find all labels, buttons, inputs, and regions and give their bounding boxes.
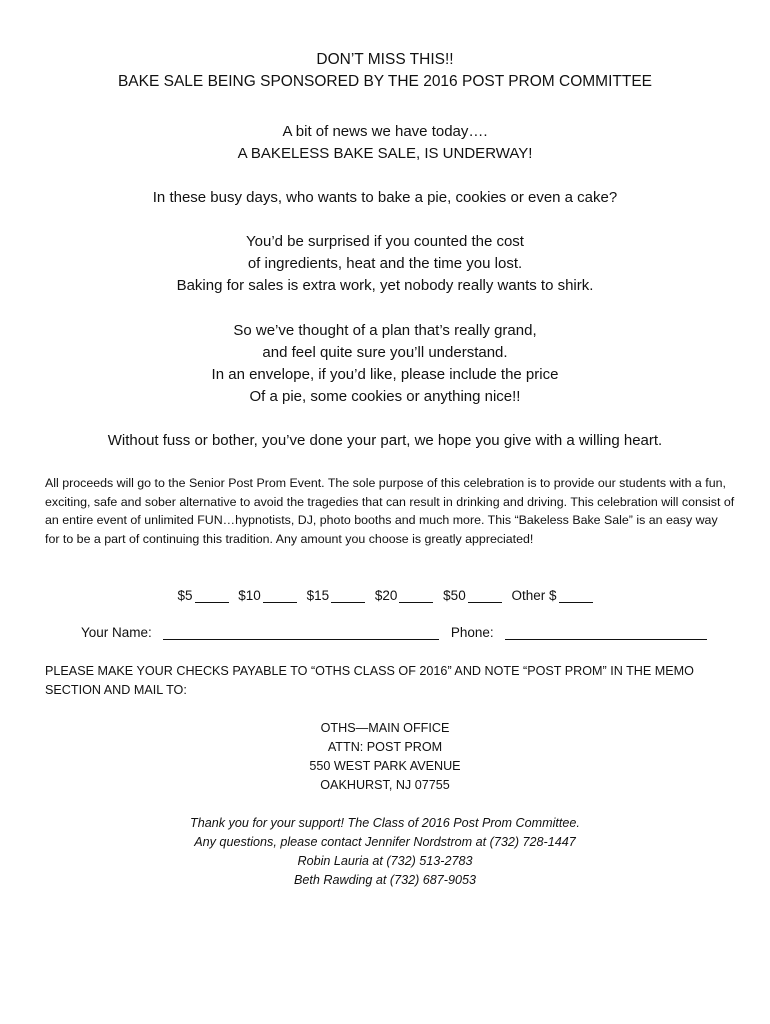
closing-text: Without fuss or bother, you’ve done your part, we hope you give with a willing heart.: [107, 432, 663, 449]
amount-blank[interactable]: [399, 588, 433, 603]
busy-line: [0, 187, 770, 209]
checks-instructions: PLEASE MAKE YOUR CHECKS PAYABLE TO “OTHS CLASS OF 2016” AND NOTE “POST PROM” IN THE MEMO SECTION AND MAIL TO:: [45, 664, 694, 697]
closing-line: [0, 430, 770, 452]
subheadline: BAKE SALE BEING SPONSORED BY THE 2016 POST PROM COMMITTEE: [117, 73, 653, 90]
amount-label: $50: [443, 588, 466, 603]
stanza2-line: So we’ve thought of a plan that’s really grand,: [233, 322, 537, 339]
amount-option-other[interactable]: [511, 588, 592, 603]
address-line: OAKHURST, NJ 07755: [320, 778, 450, 792]
thank-you-block: [0, 814, 770, 890]
amount-option-5[interactable]: [177, 588, 228, 603]
stanza2-line: In an envelope, if you’d like, please include the price: [211, 366, 559, 383]
amount-blank[interactable]: [195, 588, 229, 603]
headline: DON’T MISS THIS!!: [316, 51, 454, 68]
name-field[interactable]: [163, 625, 439, 640]
thanks-line: Any questions, please contact Jennifer Nordstrom at (732) 728-1447: [194, 835, 576, 849]
amount-option-15[interactable]: [307, 588, 366, 603]
amount-label: $10: [238, 588, 261, 603]
poem-stanza-2: [0, 320, 770, 408]
thanks-line: Robin Lauria at (732) 513-2783: [297, 854, 473, 868]
amount-label: $15: [306, 588, 330, 603]
contact-form-row: [81, 625, 707, 640]
amount-label: Other $: [511, 588, 557, 603]
donation-amounts: [0, 588, 770, 603]
thanks-line: Thank you for your support! The Class of 2016 Post Prom Committee.: [190, 816, 580, 830]
poem-stanza-1: [0, 231, 770, 297]
stanza1-line: of ingredients, heat and the time you lost.: [247, 255, 523, 272]
amount-label: $20: [374, 588, 398, 603]
flyer-header: [0, 49, 770, 93]
name-label: Your Name:: [81, 625, 152, 640]
intro-line-2: A BAKELESS BAKE SALE, IS UNDERWAY!: [237, 145, 533, 162]
phone-label: Phone:: [450, 625, 494, 640]
intro-block: [0, 121, 770, 165]
mailing-address: [0, 719, 770, 795]
amount-blank[interactable]: [559, 588, 593, 603]
intro-line-1: A bit of news we have today….: [282, 123, 488, 140]
stanza1-line: Baking for sales is extra work, yet nobody really wants to shirk.: [176, 277, 594, 294]
amount-option-20[interactable]: [375, 588, 434, 603]
stanza2-line: and feel quite sure you’ll understand.: [262, 344, 508, 361]
amount-blank[interactable]: [263, 588, 297, 603]
stanza2-line: Of a pie, some cookies or anything nice!!: [249, 388, 521, 405]
amount-label: $5: [177, 588, 193, 603]
amount-blank[interactable]: [468, 588, 502, 603]
address-line: 550 WEST PARK AVENUE: [309, 759, 461, 773]
address-line: ATTN: POST PROM: [327, 740, 443, 754]
address-line: OTHS—MAIN OFFICE: [320, 721, 450, 735]
phone-field[interactable]: [505, 625, 707, 640]
amount-blank[interactable]: [331, 588, 365, 603]
thanks-line: Beth Rawding at (732) 687-9053: [293, 873, 477, 887]
amount-option-10[interactable]: [238, 588, 297, 603]
busy-text: In these busy days, who wants to bake a pie, cookies or even a cake?: [152, 189, 618, 206]
amount-option-50[interactable]: [443, 588, 502, 603]
proceeds-paragraph: All proceeds will go to the Senior Post Prom Event. The sole purpose of this celebration is to provide our students with a fun, exciting, safe and sober alternative to avoid the tragedies that can result in drinking and driving. This celebration will consist of an entire event of unlimited FUN…hypnotists, DJ, photo booths and much more. This “Bakeless Bake Sale” is an easy way for to be a part of continuing this tradition. Any amount you choose is greatly appreciated!: [45, 476, 735, 546]
stanza1-line: You’d be surprised if you counted the cost: [246, 233, 524, 250]
